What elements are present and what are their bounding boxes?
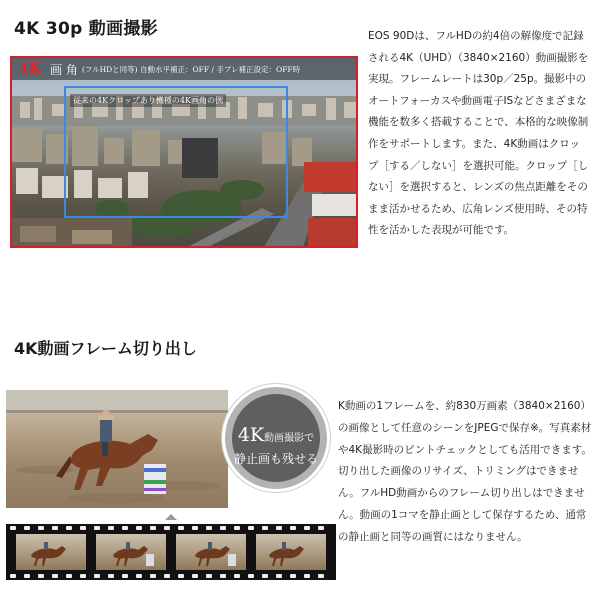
still-image-badge-inner (232, 394, 320, 482)
badge-line2: 静止画も残せる (233, 452, 318, 466)
up-arrow-icon (165, 514, 177, 520)
barrel-racing-photo (6, 390, 228, 508)
film-frame (176, 534, 246, 570)
badge-line1 (232, 424, 320, 446)
barrel-racing-illustration (6, 390, 228, 508)
section1-body (368, 26, 590, 242)
label-4k: 4K (18, 59, 42, 77)
section2-body-text: K動画の1フレームを、約830万画素（3840×2160）の画像として任意のシーンをJPEGで保存※。写真素材や4K撮影時のピントチェックとしても活用できます。 切り出した画像のリサイズ、トリミングはできません。フルHD動画からのフレーム切り出しはできません。動画の1コマを静止画として保存するため、通常の静止画と同等の画質にはなりません。 (338, 400, 592, 543)
section-title-4k-movie: 4K 30p 動画撮影 (14, 19, 158, 39)
film-frame (256, 534, 326, 570)
section1-body-text: EOS 90Dは、フルHDの約4倍の解像度で記録される4K（UHD）（3840×2160）動画撮影を実現。フレームレートは30p／25p。撮影中のオートフォーカスや動画電子ISなどさまざまな機能を数多く搭載することで、本格的な映像制作をサポートします。また、4K動画はクロップ［する／しない］を選択可能。クロップ［しない］を選択すると、レンズの焦点距離をそのまま活かせるため、広角レンズ使用時、その特性を活かした表現が可能です。 (368, 30, 589, 237)
city-skyline-photo (10, 56, 358, 248)
film-frame (96, 534, 166, 570)
caption-bar (12, 58, 356, 80)
film-strip (6, 524, 336, 580)
still-image-badge (222, 384, 330, 492)
badge-4k: 4K (237, 424, 265, 446)
label-angle: 画 角 (50, 63, 78, 77)
section-title-frame-grab: 4K動画フレーム切り出し (14, 339, 197, 358)
badge-movie-text: 動画撮影で (264, 433, 315, 444)
film-frame (16, 534, 86, 570)
film-sprocket-row-bottom (6, 573, 336, 579)
crop-caption: 従来の4Kクロップあり機種の4K画角の例 (70, 94, 226, 107)
section2-body (338, 396, 592, 549)
label-spec: (フルHDと同等) 自動水平補正：OFF / 手ブレ補正設定：OFF時 (82, 65, 301, 74)
film-sprocket-row-top (6, 525, 336, 531)
